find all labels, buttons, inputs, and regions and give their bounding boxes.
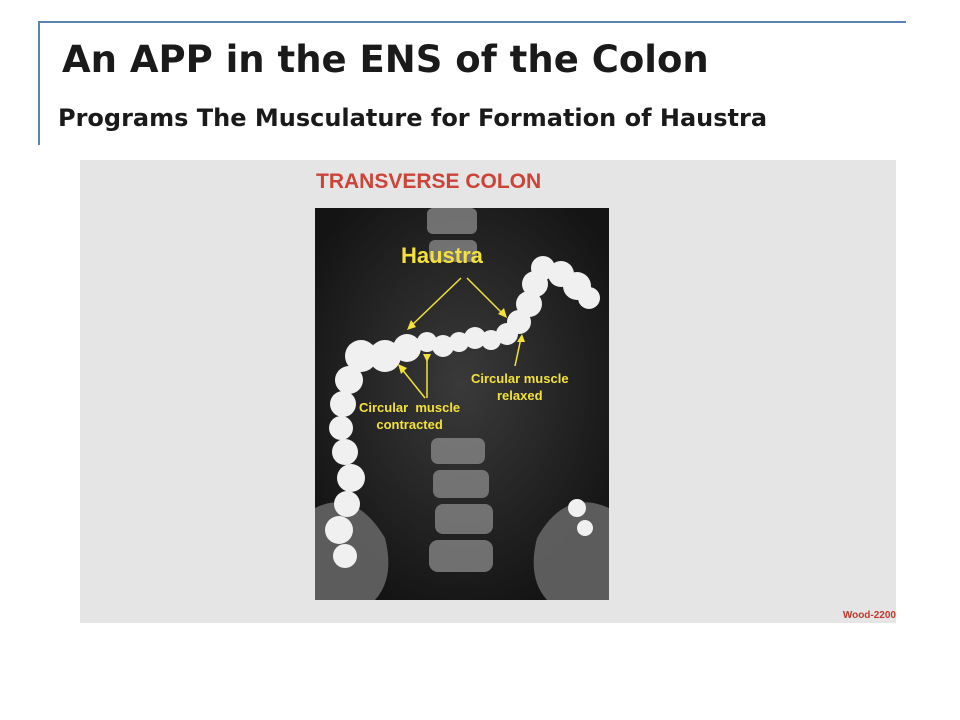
contracted-label-line1: Circular muscle bbox=[359, 400, 461, 415]
figure-heading: TRANSVERSE COLON bbox=[316, 170, 542, 193]
slide-title: An APP in the ENS of the Colon bbox=[62, 38, 709, 81]
circular-muscle-contracted-label bbox=[359, 399, 460, 433]
xray-figure bbox=[80, 160, 896, 623]
haustra-label: Haustra bbox=[401, 243, 483, 268]
contracted-label-line2: contracted bbox=[376, 417, 443, 432]
title-top-rule bbox=[38, 21, 906, 23]
xray-image bbox=[315, 208, 609, 600]
relaxed-label-line2: relaxed bbox=[497, 388, 543, 403]
relaxed-label-line1: Circular muscle bbox=[471, 371, 569, 386]
circular-muscle-relaxed-label bbox=[471, 370, 569, 404]
title-side-rule bbox=[38, 21, 40, 145]
image-credit: Wood-2200 bbox=[842, 610, 896, 621]
slide-subtitle: Programs The Musculature for Formation of Haustra bbox=[58, 104, 768, 132]
